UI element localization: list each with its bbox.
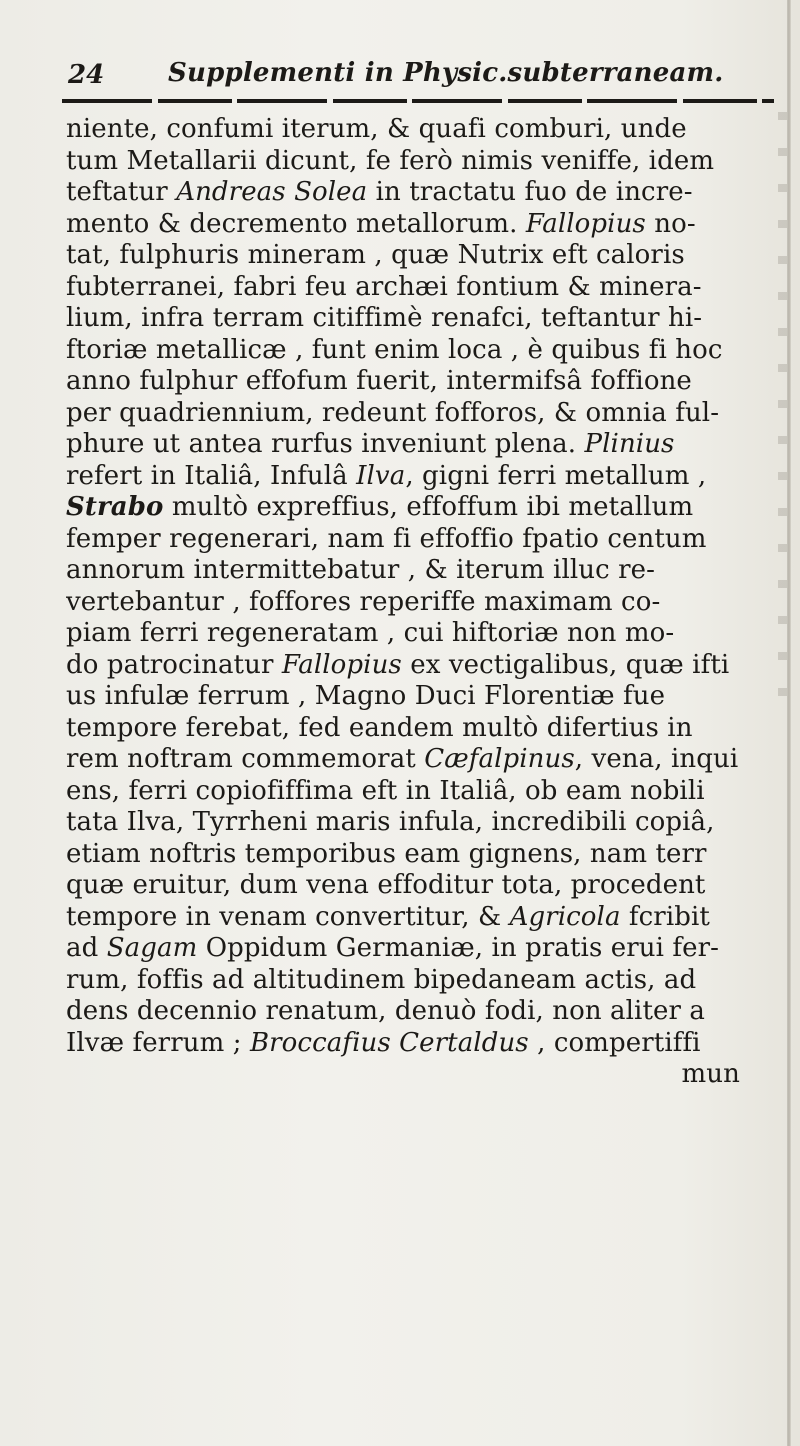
text-run: femper regenerari, nam fi effoffio fpatio centum (66, 523, 707, 554)
text-line (66, 177, 780, 209)
text-run: per quadriennium, redeunt fofforos, & omnia ful- (66, 397, 720, 428)
text-run: lium, infra terram citiffimè renafci, teftantur hi- (66, 303, 703, 333)
page-header (68, 56, 768, 96)
text-line (66, 335, 780, 367)
text-line (66, 870, 780, 902)
text-line (66, 681, 780, 713)
text-line (66, 776, 780, 808)
text-line (66, 965, 780, 997)
italic-name: Agricola (509, 901, 621, 932)
header-rule (62, 99, 774, 103)
text-run: fubterranei, fabri feu archæi fontium & minera- (66, 271, 702, 302)
text-run: mun (681, 1059, 740, 1089)
text-run: refert in Italiâ, Infulâ (66, 460, 357, 491)
text-run: Oppidum Germaniæ, in pratis erui fer- (197, 933, 720, 963)
italic-name: Ilva (356, 460, 406, 491)
text-run: us infulæ ferrum , Magno Duci Florentiæ fue (66, 681, 666, 711)
text-line (66, 744, 780, 776)
text-run: ens, ferri copiofiffima eft in Italiâ, ob eam nobili (66, 775, 705, 806)
text-run: tata Ilva, Tyrrheni maris infula, incredibili copiâ, (66, 807, 715, 837)
italic-name: Fallopius (281, 649, 402, 680)
text-run: , compertiffi (528, 1027, 701, 1058)
text-run: annorum intermittebatur , & iterum illuc re- (66, 555, 656, 585)
text-run: phure ut antea rurfus inveniunt plena. (66, 429, 585, 459)
text-line (66, 839, 780, 871)
text-run: dens decennio renatum, denuò fodi, non aliter a (66, 996, 705, 1026)
text-line (66, 933, 780, 965)
text-run: mento & decremento metallorum. (66, 208, 526, 239)
italic-name: Broccafius Certaldus (249, 1027, 529, 1058)
text-run: etiam noftris temporibus eam gignens, nam terr (66, 838, 707, 869)
text-run: rem noftram commemorat (66, 744, 425, 774)
italic-name: Andreas Solea (176, 177, 368, 207)
text-line (66, 996, 780, 1028)
text-line (66, 1059, 780, 1091)
text-line (66, 366, 780, 398)
text-run: in tractatu fuo de incre- (367, 177, 693, 207)
text-line (66, 713, 780, 745)
text-line (66, 618, 780, 650)
text-run: fcribit (620, 901, 710, 932)
text-run: no- (645, 208, 696, 239)
text-run: ex vectigalibus, quæ ifti (401, 649, 730, 680)
text-run: rum, foffis ad altitudinem bipedaneam actis, ad (66, 964, 697, 995)
text-line (66, 807, 780, 839)
text-line (66, 398, 780, 430)
text-line (66, 555, 780, 587)
text-line (66, 587, 780, 619)
text-run: piam ferri regeneratam , cui hiftoriæ non mo- (66, 618, 675, 648)
body-text (66, 114, 780, 1091)
italic-name: Plinius (584, 429, 675, 459)
italic-name: Cæfalpinus (424, 744, 575, 774)
text-line (66, 272, 780, 304)
text-run: niente, confumi iterum, & quafi comburi, unde (66, 114, 687, 144)
text-line (66, 461, 780, 493)
text-line (66, 524, 780, 556)
text-run: tempore ferebat, fed eandem multò difertius in (66, 712, 693, 743)
text-run: do patrocinatur (66, 649, 282, 680)
italic-name: Sagam (106, 933, 198, 963)
text-run: , gigni ferri metallum , (405, 460, 707, 491)
running-head: Supplementi in Physic.subterraneam. (168, 58, 724, 88)
text-run: tum Metallarii dicunt, fe ferò nimis veniffe, idem (66, 145, 715, 176)
text-line (66, 209, 780, 241)
text-run: anno fulphur effofum fuerit, intermifsâ foffione (66, 366, 692, 396)
page-number: 24 (68, 60, 105, 90)
text-run: ad (66, 933, 107, 963)
text-run: vertebantur , foffores reperiffe maximam co- (66, 586, 661, 617)
text-line (66, 902, 780, 934)
text-line (66, 303, 780, 335)
text-run: tat, fulphuris mineram , quæ Nutrix eft caloris (66, 240, 685, 270)
text-line (66, 146, 780, 178)
italic-name: Fallopius (525, 208, 646, 239)
page-edge-shadow (787, 0, 791, 1446)
text-line (66, 114, 780, 146)
text-line (66, 1028, 780, 1060)
text-run: Ilvæ ferrum ; (66, 1027, 250, 1058)
italic-name: Strabo (66, 492, 164, 522)
text-run: multò expreffius, effoffum ibi metallum (163, 492, 694, 522)
text-run: ftoriæ metallicæ , funt enim loca , è quibus fi hoc (66, 334, 723, 365)
text-line (66, 240, 780, 272)
text-line (66, 429, 780, 461)
text-run: , vena, inqui (574, 744, 739, 774)
text-line (66, 492, 780, 524)
text-run: tempore in venam convertitur, & (66, 901, 510, 932)
text-run: teftatur (66, 177, 177, 207)
text-line (66, 650, 780, 682)
text-run: quæ eruitur, dum vena effoditur tota, procedent (66, 870, 706, 900)
